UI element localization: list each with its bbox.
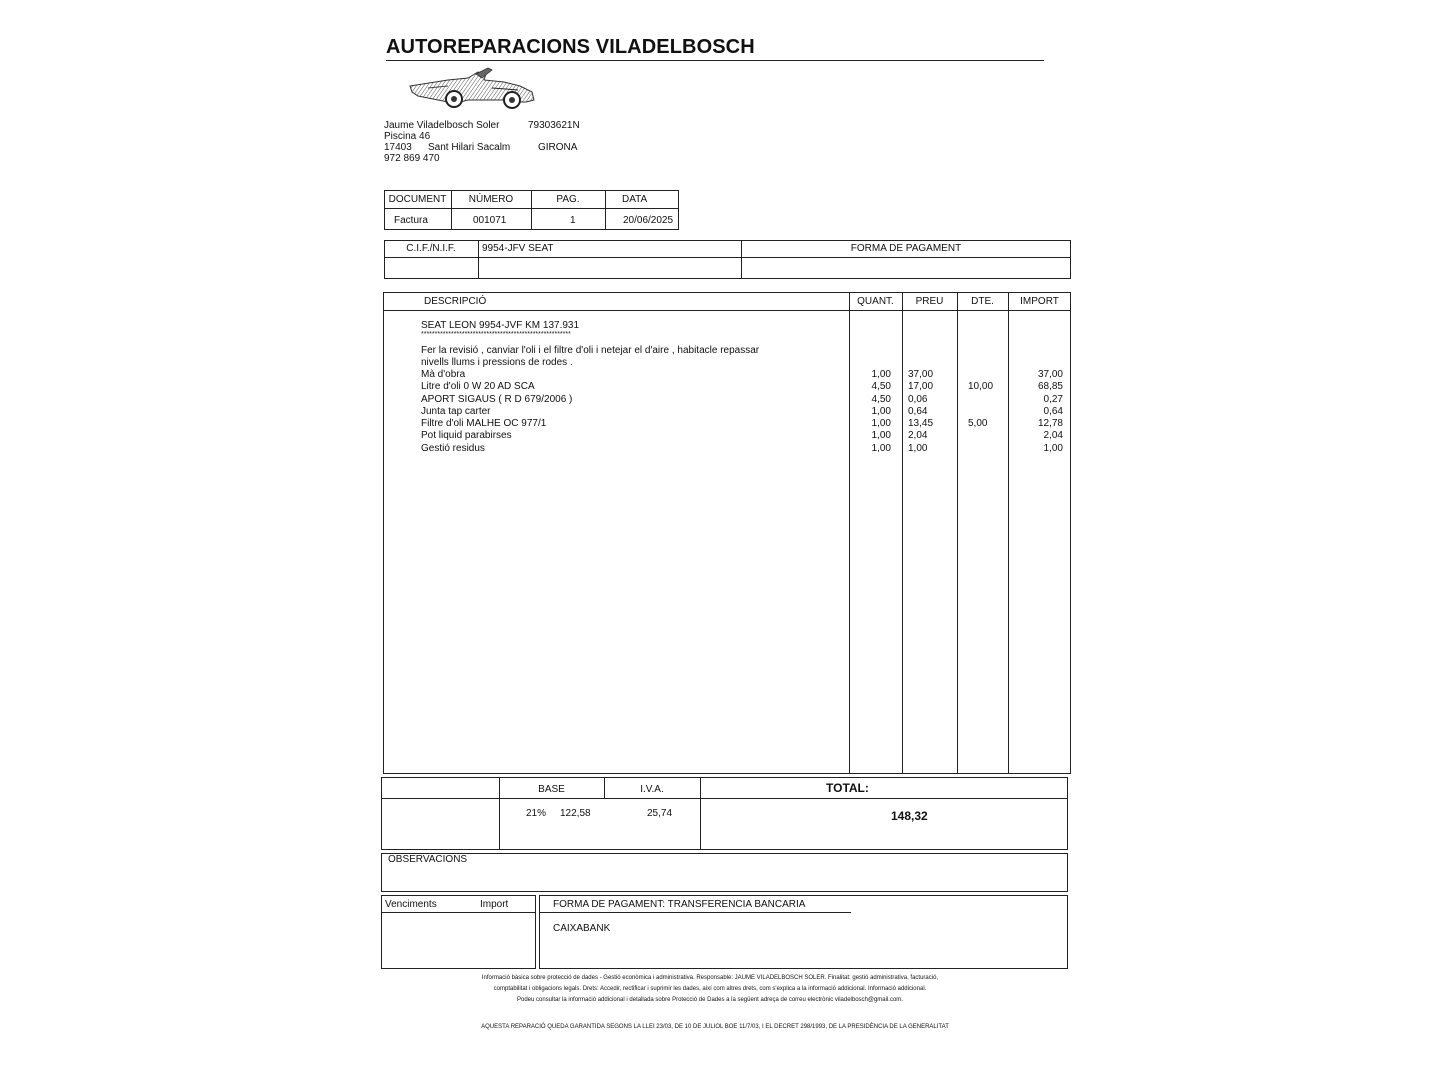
item-price: 1,00 — [908, 442, 928, 454]
item-amount: 68,85 — [1037, 381, 1063, 393]
doc-number-value: 001071 — [473, 215, 507, 226]
item-quantity: 4,50 — [871, 381, 891, 393]
item-quantity: 4,50 — [871, 393, 891, 405]
vehicle-line: SEAT LEON 9954-JVF KM 137.931 — [421, 320, 580, 331]
legal-line: Informació bàsica sobre protecció de dades - Gestió econòmica i administrativa. Responsable: JAUME VILADELBOSCH SOLER. Finalitat: gestió administrativa, facturació, — [481, 975, 939, 981]
observations-box — [381, 853, 1068, 892]
legal-line: comptabilitat i obligacions legals. Drets: Accedir, rectificar i suprimir les dades, així com altres drets, com s'explica a la informació addicional. Informació addicional. — [493, 986, 927, 992]
due-label: Venciments — [385, 899, 437, 910]
province: GIRONA — [538, 142, 578, 153]
doc-date-value: 20/06/2025 — [623, 215, 674, 226]
company-address — [384, 120, 644, 164]
totals-table — [381, 777, 1068, 850]
base-amount: 122,58 — [560, 808, 591, 819]
postcode: 17403 — [384, 142, 412, 153]
amount-header: IMPORT — [1020, 296, 1059, 307]
item-quantity: 1,00 — [871, 430, 891, 442]
street: Piscina 46 — [384, 131, 431, 142]
item-price: 13,45 — [908, 418, 934, 430]
item-discounts — [968, 369, 1006, 455]
owner-nif: 79303621N — [528, 120, 580, 131]
doc-date-header: DATA — [622, 194, 648, 205]
item-price: 17,00 — [908, 381, 934, 393]
item-description: Mà d'obra — [421, 369, 466, 380]
discount-header: DTE. — [971, 296, 994, 307]
item-description: Pot liquid parabirses — [421, 430, 512, 442]
base-label: BASE — [538, 784, 565, 795]
vat-rate: 21% — [526, 808, 547, 819]
due-amount-label: Import — [480, 899, 509, 910]
doc-page-value: 1 — [570, 215, 576, 226]
item-amount: 12,78 — [1037, 418, 1063, 430]
item-quantity: 1,00 — [871, 418, 891, 430]
item-quantity: 1,00 — [871, 369, 891, 380]
quantity-header: QUANT. — [857, 296, 894, 307]
item-description: Litre d'oli 0 W 20 AD SCA — [421, 381, 535, 393]
item-discount — [968, 406, 1006, 418]
item-discount — [968, 394, 1006, 406]
item-description: Gestió residus — [421, 442, 485, 454]
data-protection-notice — [380, 973, 1040, 1006]
item-discount: 10,00 — [968, 381, 994, 393]
item-amount: 1,00 — [1043, 442, 1063, 454]
item-descriptions — [421, 369, 841, 455]
item-quantity: 1,00 — [871, 442, 891, 454]
work-description-line: Fer la revisió , canviar l'oli i el filtre d'oli i netejar el d'aire , habitacle repassar — [421, 345, 760, 356]
work-description-line: nivells llums i pressions de rodes . — [421, 357, 573, 368]
iva-label: I.V.A. — [640, 784, 664, 795]
item-discount — [968, 369, 1006, 381]
observations-label: OBSERVACIONS — [388, 854, 468, 865]
guarantee-notice: AQUESTA REPARACIÓ QUEDA GARANTIDA SEGONS LA LLEI 23/03, DE 10 DE JULIOL BOE 11/7/03, I EL DECRET 298/1993, DE LA PRESIDÈNCIA DE LA GENERALITAT — [481, 1024, 949, 1030]
item-prices — [908, 369, 954, 455]
separator-stars: ******************************************************* — [421, 331, 571, 338]
bank-name: CAIXABANK — [553, 923, 611, 934]
phone: 972 869 470 — [384, 153, 440, 164]
doc-page-header: PAG. — [556, 194, 580, 205]
item-description: Junta tap carter — [421, 405, 491, 417]
client-payment-label: FORMA DE PAGAMENT — [850, 243, 962, 254]
item-discount: 5,00 — [968, 418, 988, 430]
item-amount: 2,04 — [1043, 430, 1063, 442]
price-header: PREU — [915, 296, 944, 307]
client-name: 9954-JFV SEAT — [482, 243, 554, 254]
iva-amount: 25,74 — [647, 808, 673, 819]
item-quantity: 1,00 — [871, 405, 891, 417]
doc-type-value: Factura — [394, 215, 428, 226]
item-price: 0,64 — [908, 405, 928, 417]
item-price: 37,00 — [908, 369, 934, 380]
cif-label: C.I.F./N.I.F. — [406, 243, 456, 254]
legal-line: Podeu consultar la informació addicional i detallada sobre Protecció de Dades a la següent adreça de correu electrònic viladelbosch@gmail.com. — [517, 997, 903, 1003]
title-underline — [386, 60, 1044, 61]
item-quantities — [852, 369, 891, 455]
description-header: DESCRIPCIÓ — [424, 296, 487, 307]
doc-number-header: NÚMERO — [468, 194, 514, 205]
company-name: AUTOREPARACIONS VILADELBOSCH — [386, 36, 755, 58]
item-price: 2,04 — [908, 430, 928, 442]
item-amount: 0,64 — [1043, 405, 1063, 417]
item-description: APORT SIGAUS ( R D 679/2006 ) — [421, 393, 573, 405]
payment-method: FORMA DE PAGAMENT: TRANSFERENCIA BANCARIA — [553, 899, 806, 910]
item-discount — [968, 430, 1006, 442]
owner-name: Jaume Viladelbosch Soler — [384, 120, 500, 131]
town: Sant Hilari Sacalm — [428, 142, 511, 153]
item-amount: 37,00 — [1037, 369, 1063, 380]
item-discount — [968, 443, 1006, 455]
item-amount: 0,27 — [1043, 393, 1063, 405]
item-amounts — [1010, 369, 1063, 455]
total-amount: 148,32 — [891, 809, 928, 823]
doc-type-header: DOCUMENT — [388, 194, 447, 205]
total-label: TOTAL: — [826, 781, 869, 795]
item-price: 0,06 — [908, 393, 928, 405]
item-description: Filtre d'oli MALHE OC 977/1 — [421, 418, 547, 430]
car-icon — [408, 66, 538, 114]
